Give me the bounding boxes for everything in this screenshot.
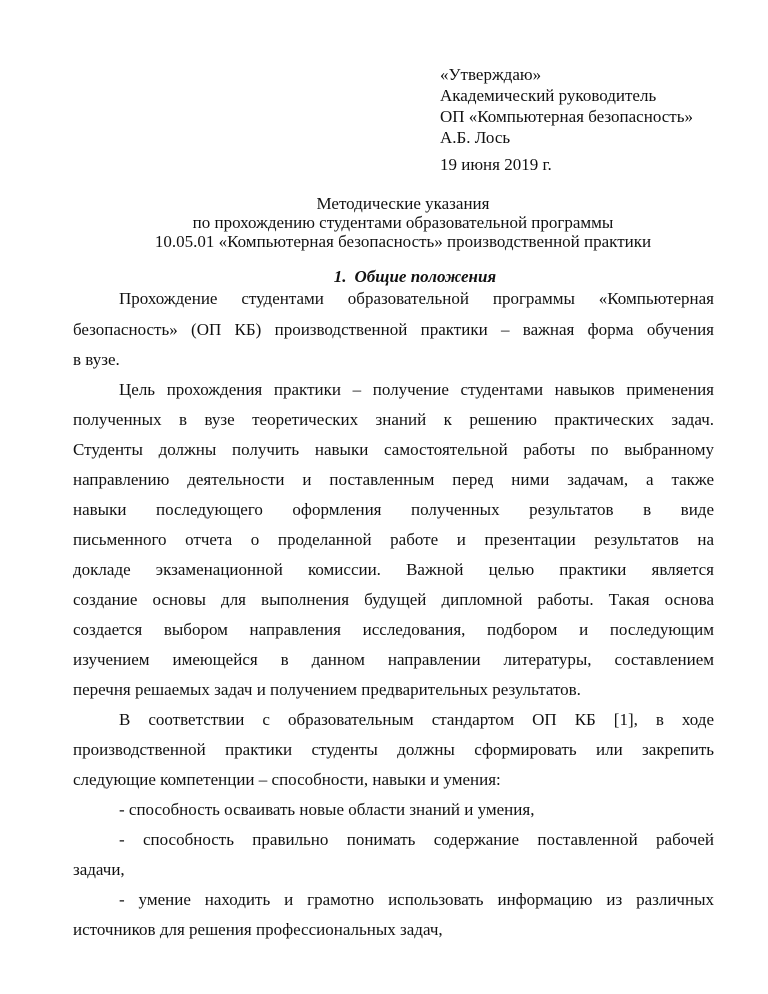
- title-line: 10.05.01 «Компьютерная безопасность» производственной практики: [154, 232, 652, 251]
- body-text-line: изучением имеющейся в данном направлении литературы, составлением: [73, 650, 714, 669]
- list-item-line: - способность осваивать новые области знаний и умения,: [119, 800, 535, 819]
- document-title: [0, 194, 768, 251]
- title-line: по прохождению студентами образовательной программы: [192, 213, 614, 232]
- title-line: Методические указания: [316, 194, 490, 213]
- body-text-line: Прохождение студентами образовательной программы «Компьютерная: [119, 289, 714, 308]
- approval-line: Академический руководитель: [440, 86, 657, 105]
- body-text-line: создание основы для выполнения будущей дипломной работы. Такая основа: [73, 590, 714, 609]
- body-text-line: следующие компетенции – способности, навыки и умения:: [73, 770, 501, 789]
- body-text-line: в вузе.: [73, 350, 120, 369]
- section-title: Общие положения: [354, 267, 497, 286]
- body-text-line: направлению деятельности и поставленным перед ними задачам, а также: [73, 470, 714, 489]
- body-text-line: Цель прохождения практики – получение студентами навыков применения: [119, 380, 714, 399]
- approval-line: А.Б. Лось: [440, 128, 511, 147]
- list-item-line: задачи,: [73, 860, 125, 879]
- body-text-line: перечня решаемых задач и получением предварительных результатов.: [73, 680, 581, 699]
- approval-block: [440, 64, 693, 175]
- body-text-line: навыки последующего оформления полученных результатов в виде: [73, 500, 714, 519]
- body-text-line: производственной практики студенты должны сформировать или закрепить: [73, 740, 714, 759]
- body-text-line: создается выбором направления исследования, подбором и последующим: [73, 620, 714, 639]
- list-item-line: - умение находить и грамотно использовать информацию из различных: [119, 890, 714, 909]
- body-text-line: безопасность» (ОП КБ) производственной практики – важная форма обучения: [73, 320, 714, 339]
- list-item-line: источников для решения профессиональных задач,: [73, 920, 443, 939]
- body-text-line: полученных в вузе теоретических знаний к решению практических задач.: [73, 410, 714, 429]
- body-text-line: докладе экзаменационной комиссии. Важной целью практики является: [73, 560, 714, 579]
- approval-date: 19 июня 2019 г.: [440, 155, 552, 174]
- body-text-line: письменного отчета о проделанной работе и презентации результатов на: [73, 530, 714, 549]
- body-text-line: В соответствии с образовательным стандартом ОП КБ [1], в ходе: [119, 710, 714, 729]
- approval-line: ОП «Компьютерная безопасность»: [440, 107, 693, 126]
- approval-line: «Утверждаю»: [440, 65, 542, 84]
- section-number: 1.: [333, 267, 347, 286]
- section-heading: [0, 267, 768, 287]
- list-item-line: - способность правильно понимать содержание поставленной рабочей: [119, 830, 714, 849]
- body-text-line: Студенты должны получить навыки самостоятельной работы по выбранному: [73, 440, 714, 459]
